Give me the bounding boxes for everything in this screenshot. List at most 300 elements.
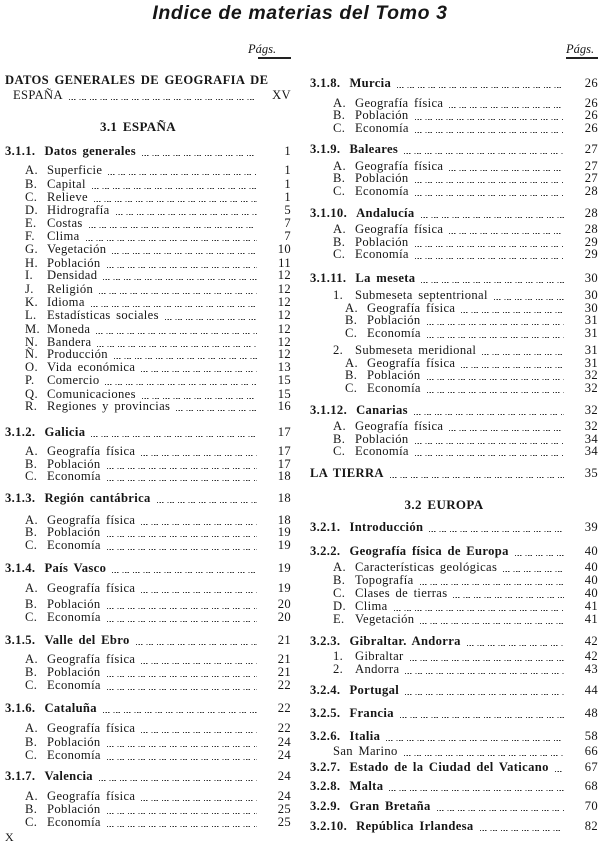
entry-page: 12: [277, 347, 291, 361]
entry-label: Clima: [47, 229, 80, 243]
entry-label: Hidrografía: [47, 203, 110, 217]
toc-entry: [5, 768, 291, 784]
toc-entry: [5, 87, 291, 103]
dot-leader: [420, 623, 564, 624]
dot-leader: [107, 480, 257, 481]
entry-letter: A.: [333, 222, 346, 236]
entry-page: 29: [584, 235, 598, 249]
entry-letter: B.: [25, 802, 38, 816]
entry-label: Economía: [47, 678, 101, 692]
toc-entry: [5, 468, 291, 484]
entry-page: XV: [272, 88, 291, 102]
entry-number: 3.1.2.: [5, 425, 36, 439]
entry-label: Economía: [367, 381, 421, 395]
toc-entry: [310, 633, 598, 649]
entry-label: 3.1 ESPAÑA: [99, 119, 177, 134]
entry-label: Geografía física: [47, 513, 136, 527]
entry-label: Producción: [47, 347, 108, 361]
dot-leader: [386, 740, 564, 741]
entry-letter: A.: [345, 356, 358, 370]
entry-page: 22: [277, 721, 291, 735]
entry-page: 43: [584, 662, 598, 676]
toc-entry: [5, 700, 291, 716]
entry-page: 32: [584, 381, 598, 395]
toc-entry: [310, 778, 598, 794]
entry-label: Geografía física: [355, 222, 444, 236]
entry-label: Población: [355, 108, 409, 122]
entry-page: 18: [277, 513, 291, 527]
entry-letter: Ñ.: [25, 347, 38, 361]
dot-leader: [515, 555, 564, 556]
entry-label: Comercio: [47, 373, 100, 387]
dot-leader: [415, 132, 564, 133]
toc-entry: [310, 246, 598, 262]
entry-page: 22: [277, 701, 291, 715]
entry-label: Submeseta meridional: [355, 343, 477, 357]
entry-label: Economía: [355, 444, 409, 458]
entry-page: 15: [277, 387, 291, 401]
entry-number: 3.2.7.: [310, 760, 341, 774]
entry-label: Regiones y provincias: [47, 399, 171, 413]
entry-page: 19: [277, 581, 291, 595]
entry-letter: C.: [333, 586, 346, 600]
entry-page: 39: [584, 520, 598, 534]
entry-page: 24: [277, 789, 291, 803]
entry-page: 12: [277, 308, 291, 322]
entry-page: 19: [277, 525, 291, 539]
entry-label: DATOS GENERALES DE GEOGRAFIA DE: [5, 73, 269, 87]
entry-label: Población: [47, 525, 101, 539]
entry-page: 26: [584, 108, 598, 122]
entry-page: 28: [584, 206, 598, 220]
entry-label: Población: [355, 432, 409, 446]
entry-letter: B.: [25, 735, 38, 749]
entry-page: 7: [284, 229, 291, 243]
entry-letter: O.: [25, 360, 38, 374]
toc-left-column: [5, 0, 291, 849]
entry-letter: M.: [25, 322, 41, 336]
entry-letter: B.: [345, 313, 358, 327]
entry-label: Población: [355, 171, 409, 185]
entry-label: Población: [47, 256, 101, 270]
dot-leader: [112, 572, 257, 573]
entry-label: Economía: [47, 815, 101, 829]
entry-page: 42: [584, 649, 598, 663]
entry-label: Estadísticas sociales: [47, 308, 159, 322]
entry-page: 30: [584, 288, 598, 302]
entry-page: 1: [284, 177, 291, 191]
entry-page: 58: [584, 729, 598, 743]
entry-letter: K.: [25, 295, 38, 309]
entry-label: Población: [47, 597, 101, 611]
toc-entry: [310, 120, 598, 136]
entry-label: Población: [367, 368, 421, 382]
dot-leader: [390, 477, 564, 478]
entry-label: La meseta: [355, 271, 416, 285]
entry-number: 3.2.4.: [310, 683, 341, 697]
entry-label: Murcia: [349, 76, 392, 90]
entry-label: Malta: [349, 779, 384, 793]
dot-leader: [176, 410, 257, 411]
toc-entry: [310, 661, 598, 677]
entry-label: San Marino: [333, 744, 398, 758]
entry-letter: A.: [333, 159, 346, 173]
page-title: Indice de materias del Tomo 3: [152, 2, 448, 24]
entry-number: 3.1.10.: [310, 206, 348, 220]
entry-page: 24: [277, 735, 291, 749]
entry-number: 3.2.8.: [310, 779, 341, 793]
entry-page: 28: [584, 184, 598, 198]
entry-page: 40: [584, 560, 598, 574]
entry-letter: A.: [25, 513, 38, 527]
entry-letter: Q.: [25, 387, 38, 401]
entry-letter: A.: [333, 419, 346, 433]
entry-label: Geografía física: [367, 301, 456, 315]
entry-letter: L.: [25, 308, 37, 322]
entry-page: 15: [277, 373, 291, 387]
toc-entry: [310, 519, 598, 535]
entry-letter: 2.: [333, 343, 344, 357]
entry-label: Francia: [349, 706, 394, 720]
entry-letter: C.: [25, 815, 38, 829]
pages-column-label-left: Págs.: [248, 42, 277, 56]
entry-letter: B.: [25, 525, 38, 539]
entry-number: 3.1.11.: [310, 271, 347, 285]
entry-letter: C.: [25, 748, 38, 762]
entry-page: 22: [277, 678, 291, 692]
page-number: X: [5, 830, 14, 844]
entry-label: Comunicaciones: [47, 387, 136, 401]
entry-label: Geografía física de Europa: [349, 544, 509, 558]
entry-letter: E.: [333, 612, 345, 626]
entry-number: 3.1.9.: [310, 142, 341, 156]
entry-label: Relieve: [47, 190, 88, 204]
entry-page: 41: [584, 599, 598, 613]
entry-label: Economía: [47, 538, 101, 552]
entry-letter: B.: [333, 573, 346, 587]
entry-page: 24: [277, 748, 291, 762]
entry-label: 3.2 EUROPA: [404, 497, 484, 512]
toc-entry: [310, 183, 598, 199]
entry-label: Economía: [355, 247, 409, 261]
dot-leader: [437, 810, 564, 811]
toc-entry: [310, 682, 598, 698]
entry-page: 1: [284, 163, 291, 177]
toc-entry: [5, 632, 291, 648]
entry-page: 26: [584, 76, 598, 90]
entry-label: Población: [47, 735, 101, 749]
entry-letter: A.: [345, 301, 358, 315]
entry-number: 3.2.6.: [310, 729, 341, 743]
entry-page: 48: [584, 706, 598, 720]
entry-letter: N.: [25, 335, 38, 349]
toc-entry: [310, 798, 598, 814]
entry-label: Densidad: [47, 268, 98, 282]
entry-page: 21: [277, 633, 291, 647]
entry-letter: B.: [25, 597, 38, 611]
entry-number: 3.1.4.: [5, 561, 36, 575]
entry-page: 21: [277, 652, 291, 666]
entry-letter: B.: [345, 368, 358, 382]
entry-label: Geografía física: [355, 159, 444, 173]
entry-page: 16: [277, 399, 291, 413]
entry-page: 7: [284, 216, 291, 230]
entry-label: Geografía física: [47, 652, 136, 666]
entry-letter: B.: [333, 432, 346, 446]
entry-letter: A.: [333, 560, 346, 574]
entry-label: Geografía física: [367, 356, 456, 370]
entry-label: Vida económica: [47, 360, 136, 374]
entry-label: Geografía física: [355, 419, 444, 433]
entry-page: 12: [277, 268, 291, 282]
entry-letter: 1.: [333, 288, 344, 302]
dot-leader: [107, 549, 257, 550]
entry-label: Submeseta septentrional: [355, 288, 488, 302]
dot-leader: [142, 155, 257, 156]
entry-label: Geografía física: [47, 789, 136, 803]
entry-page: 20: [277, 610, 291, 624]
entry-number: 3.1.7.: [5, 769, 36, 783]
entry-number: 3.2.3.: [310, 634, 341, 648]
entry-label: Idioma: [47, 295, 85, 309]
entry-label: Características geológicas: [355, 560, 498, 574]
entry-page: 67: [584, 760, 598, 774]
entry-label: Estado de la Ciudad del Vaticano: [349, 760, 549, 774]
entry-number: 3.1.1.: [5, 144, 36, 158]
entry-letter: 2.: [333, 662, 344, 676]
entry-label: República Irlandesa: [356, 819, 474, 833]
entry-letter: B.: [25, 457, 38, 471]
entry-label: ESPAÑA: [13, 88, 63, 102]
entry-letter: C.: [25, 610, 38, 624]
entry-letter: R.: [25, 399, 38, 413]
entry-page: 17: [277, 457, 291, 471]
entry-page: 30: [584, 301, 598, 315]
entry-page: 5: [284, 203, 291, 217]
entry-label: Geografía física: [47, 581, 136, 595]
entry-label: Moneda: [47, 322, 91, 336]
entry-page: 21: [277, 665, 291, 679]
entry-letter: J.: [25, 282, 34, 296]
toc-entry: [310, 543, 598, 559]
entry-letter: A.: [25, 652, 38, 666]
toc-entry: [310, 611, 598, 627]
entry-label: País Vasco: [44, 561, 107, 575]
dot-leader: [480, 830, 564, 831]
dot-leader: [157, 502, 257, 503]
entry-label: Economía: [355, 184, 409, 198]
entry-page: 40: [584, 586, 598, 600]
entry-letter: C.: [333, 184, 346, 198]
entry-label: Bandera: [47, 335, 92, 349]
dot-leader: [405, 694, 564, 695]
entry-page: 30: [584, 271, 598, 285]
entry-page: 31: [584, 356, 598, 370]
entry-label: Canarias: [356, 403, 408, 417]
entry-label: Andorra: [355, 662, 400, 676]
toc-entry: [310, 325, 598, 341]
toc-entry: [5, 747, 291, 763]
entry-page: 24: [277, 769, 291, 783]
entry-label: Baleares: [349, 142, 399, 156]
dot-leader: [91, 436, 257, 437]
toc-entry: [5, 398, 291, 414]
dot-leader: [427, 392, 564, 393]
toc-entry: [310, 743, 598, 759]
entry-page: 27: [584, 171, 598, 185]
entry-page: 20: [277, 597, 291, 611]
entry-label: Valle del Ebro: [44, 633, 130, 647]
entry-page: 32: [584, 419, 598, 433]
entry-page: 25: [277, 802, 291, 816]
toc-entry: [310, 141, 598, 157]
entry-page: 11: [278, 256, 291, 270]
entry-letter: 1.: [333, 649, 344, 663]
dot-leader: [107, 826, 257, 827]
dot-leader: [69, 99, 257, 100]
entry-letter: A.: [25, 581, 38, 595]
entry-label: Economía: [47, 469, 101, 483]
toc-entry: [310, 705, 598, 721]
entry-number: 3.1.12.: [310, 403, 348, 417]
entry-letter: B.: [333, 108, 346, 122]
entry-letter: A.: [25, 163, 38, 177]
entry-letter: D.: [25, 203, 38, 217]
entry-number: 3.2.5.: [310, 706, 341, 720]
entry-number: 3.2.10.: [310, 819, 348, 833]
entry-label: Valencia: [44, 769, 93, 783]
toc-entry: [5, 677, 291, 693]
entry-page: 34: [584, 444, 598, 458]
entry-label: Superficie: [47, 163, 103, 177]
toc-entry: [310, 75, 598, 91]
entry-letter: C.: [333, 444, 346, 458]
dot-leader: [400, 717, 564, 718]
entry-letter: B.: [333, 235, 346, 249]
toc-entry: [310, 465, 598, 481]
dot-leader: [141, 592, 257, 593]
entry-label: Economía: [47, 748, 101, 762]
entry-number: 3.1.5.: [5, 633, 36, 647]
entry-label: Economía: [355, 121, 409, 135]
entry-number: 3.2.9.: [310, 799, 341, 813]
entry-label: Población: [355, 235, 409, 249]
entry-label: Región cantábrica: [44, 491, 151, 505]
entry-letter: F.: [25, 229, 35, 243]
toc-entry: [310, 402, 598, 418]
toc-entry: [5, 580, 291, 596]
entry-page: 28: [584, 222, 598, 236]
dot-leader: [112, 253, 257, 254]
entry-page: 32: [584, 403, 598, 417]
entry-letter: C.: [25, 678, 38, 692]
entry-letter: A.: [25, 444, 38, 458]
entry-page: 19: [277, 561, 291, 575]
entry-letter: D.: [333, 599, 346, 613]
entry-page: 18: [277, 469, 291, 483]
toc-entry: [310, 759, 598, 775]
entry-letter: A.: [25, 721, 38, 735]
entry-letter: I.: [25, 268, 34, 282]
entry-page: 41: [584, 612, 598, 626]
entry-page: 26: [584, 96, 598, 110]
entry-label: Vegetación: [47, 242, 107, 256]
dot-leader: [404, 755, 564, 756]
entry-page: 40: [584, 544, 598, 558]
entry-page: 66: [584, 744, 598, 758]
entry-label: Italia: [349, 729, 381, 743]
entry-label: Andalucía: [356, 206, 415, 220]
entry-label: Vegetación: [355, 612, 415, 626]
dot-leader: [404, 153, 564, 154]
entry-page: 19: [277, 538, 291, 552]
dot-leader: [415, 258, 564, 259]
entry-letter: C.: [345, 326, 358, 340]
toc-entry: [5, 814, 291, 830]
entry-label: Economía: [47, 610, 101, 624]
dot-leader: [99, 780, 257, 781]
entry-letter: P.: [25, 373, 35, 387]
entry-page: 26: [584, 121, 598, 135]
entry-label: Geografía física: [355, 96, 444, 110]
entry-page: 32: [584, 368, 598, 382]
dot-leader: [141, 732, 257, 733]
entry-letter: H.: [25, 256, 38, 270]
toc-entry: [310, 380, 598, 396]
entry-page: 34: [584, 432, 598, 446]
entry-label: Gibraltar. Andorra: [349, 634, 461, 648]
entry-page: 13: [277, 360, 291, 374]
entry-letter: C.: [345, 381, 358, 395]
entry-label: Religión: [47, 282, 94, 296]
entry-page: 18: [277, 491, 291, 505]
entry-label: Geografía física: [47, 721, 136, 735]
entry-page: 10: [277, 242, 291, 256]
toc-entry: [310, 443, 598, 459]
entry-letter: B.: [333, 171, 346, 185]
dot-leader: [136, 644, 257, 645]
entry-letter: A.: [333, 96, 346, 110]
entry-label: Capital: [47, 177, 86, 191]
section-heading: [310, 497, 598, 513]
entry-label: Población: [47, 802, 101, 816]
dot-leader: [414, 414, 564, 415]
entry-page: 17: [277, 425, 291, 439]
entry-letter: C.: [333, 121, 346, 135]
entry-page: 12: [277, 295, 291, 309]
entry-label: Población: [367, 313, 421, 327]
section-heading: [5, 119, 291, 135]
entry-page: 31: [584, 343, 598, 357]
dot-leader: [107, 621, 257, 622]
entry-number: 3.1.8.: [310, 76, 341, 90]
toc-entry: [310, 205, 598, 221]
entry-label: Población: [47, 665, 101, 679]
dot-leader: [429, 531, 564, 532]
entry-page: 27: [584, 159, 598, 173]
toc-entry: [5, 537, 291, 553]
dot-leader: [103, 279, 257, 280]
dot-leader: [389, 790, 564, 791]
entry-label: Economía: [367, 326, 421, 340]
entry-page: 27: [584, 142, 598, 156]
entry-page: 40: [584, 573, 598, 587]
dot-leader: [405, 673, 564, 674]
dot-leader: [165, 319, 257, 320]
toc-entry: [310, 270, 598, 286]
toc-entry: [310, 818, 598, 834]
entry-label: Clases de tierras: [355, 586, 448, 600]
